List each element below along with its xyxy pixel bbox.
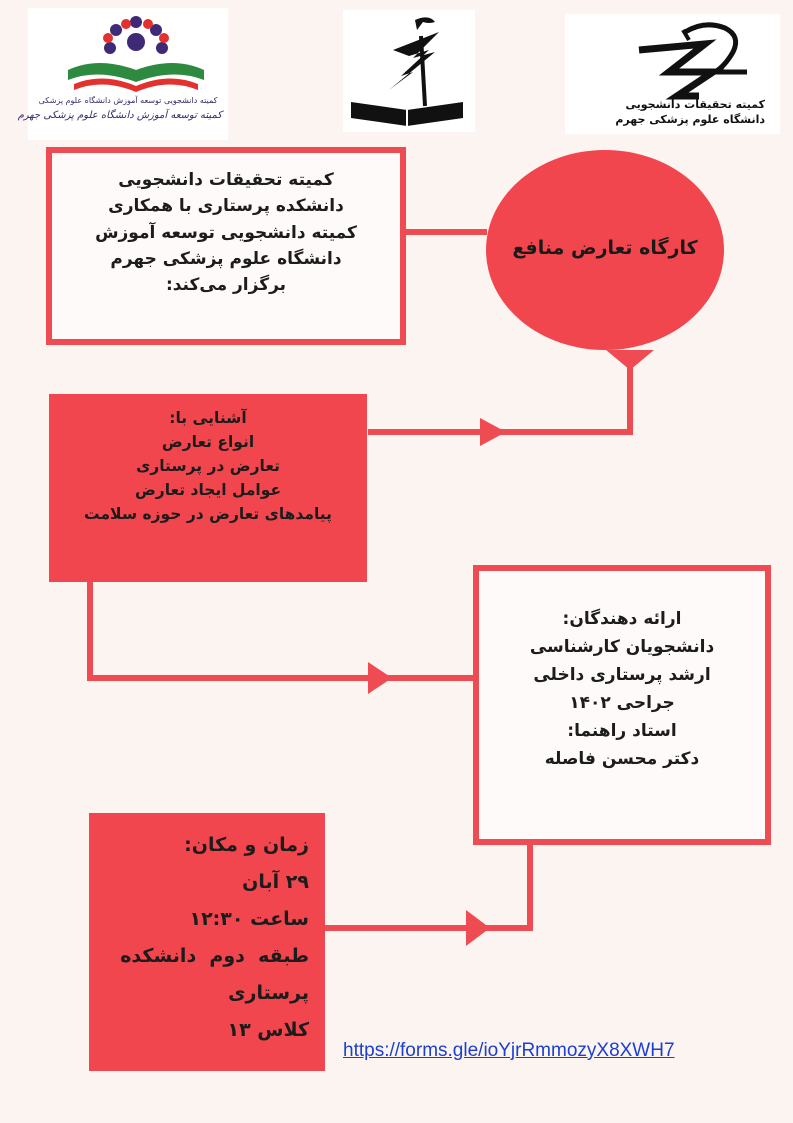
schedule-location-line2: پرستاری xyxy=(228,982,309,1005)
schedule-date: ۲۹ آبان xyxy=(242,871,309,894)
organizer-line-2: دانشکده پرستاری با همکاری xyxy=(108,196,344,217)
title-circle xyxy=(486,150,724,350)
topics-heading: آشنایی با: xyxy=(169,409,247,427)
connector-presenters-to-schedule xyxy=(318,842,530,928)
arrow-left-to-topics xyxy=(480,418,506,446)
arrow-right-to-presenters xyxy=(368,662,392,694)
schedule-location-line1: طبقه دوم دانشکده xyxy=(120,945,309,968)
schedule-box xyxy=(89,813,325,1071)
schedule-room: کلاس ۱۳ xyxy=(227,1019,309,1042)
presenters-box xyxy=(473,565,771,845)
registration-link[interactable]: https://forms.gle/ioYjrRmmozyX8XWH7 xyxy=(343,1040,675,1061)
supervisor-name: دکتر محسن فاصله xyxy=(544,749,700,770)
arrow-down-under-title xyxy=(606,350,654,370)
arrow-left-to-schedule xyxy=(466,910,490,946)
right-logo-caption-line2: دانشگاه علوم پزشکی جهرم xyxy=(615,113,765,126)
organizer-line-3: کمیته دانشجویی توسعه آموزش xyxy=(95,222,357,243)
left-logo-caption-small: کمیته دانشجویی توسعه آموزش دانشگاه علوم پزشکی xyxy=(38,96,218,105)
organizer-line-5: برگزار می‌کند: xyxy=(165,275,287,296)
organizer-line-1: کمیته تحقیقات دانشجویی xyxy=(118,170,334,190)
presenters-line: ارشد پرستاری داخلی xyxy=(533,665,711,686)
presenters-line: دانشجویان کارشناسی xyxy=(529,637,715,658)
connector-title-to-topics xyxy=(368,352,630,432)
workshop-title: کارگاه تعارض منافع xyxy=(512,237,698,259)
topic-item: تعارض در پرستاری xyxy=(136,457,280,476)
presenters-heading: ارائه دهندگان: xyxy=(562,609,682,629)
right-logo-caption-line1: کمیته تحقیقات دانشجویی xyxy=(625,98,765,111)
schedule-time: ساعت ۱۲:۳۰ xyxy=(189,908,309,931)
topic-item: انواع تعارض xyxy=(161,433,255,452)
topic-item: عوامل ایجاد تعارض xyxy=(134,481,282,500)
presenters-line: جراحی ۱۴۰۲ xyxy=(569,693,675,714)
connector-topics-to-presenters xyxy=(90,582,478,678)
supervisor-heading: استاد راهنما: xyxy=(567,721,677,742)
organizer-line-4: دانشگاه علوم پزشکی جهرم xyxy=(110,249,342,270)
topic-item: پیامدهای تعارض در حوزه سلامت xyxy=(84,505,332,524)
schedule-heading: زمان و مکان: xyxy=(184,834,309,856)
topics-box xyxy=(49,394,367,582)
left-logo-caption: کمیته توسعه آموزش دانشگاه علوم پزشکی جهرم xyxy=(17,110,222,121)
organizer-box xyxy=(46,147,406,345)
